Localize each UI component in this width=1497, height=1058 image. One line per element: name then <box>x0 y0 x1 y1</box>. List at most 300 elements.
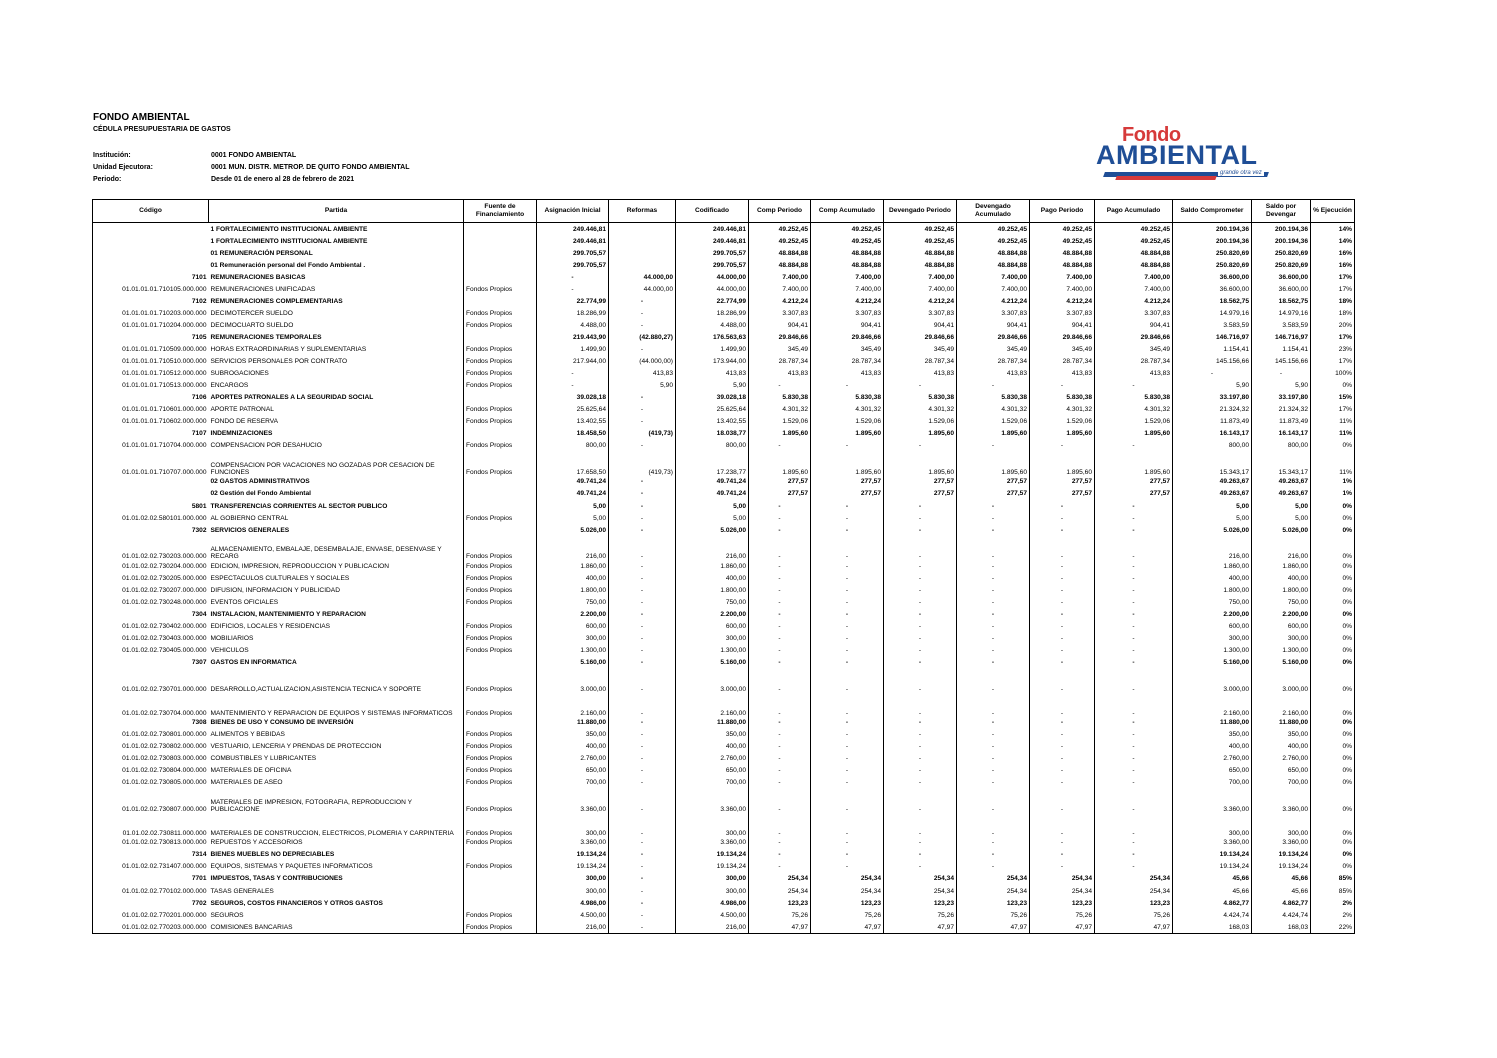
table-cell: 146.716,97 <box>1173 331 1252 343</box>
table-cell: - <box>811 524 884 536</box>
table-cell: 254,34 <box>749 873 811 885</box>
table-cell: - <box>609 921 676 934</box>
table-cell: 5,00 <box>1173 512 1252 524</box>
table-cell: 29.846,66 <box>1095 331 1173 343</box>
table-cell: 17% <box>1311 271 1355 283</box>
table-cell: 4.862,77 <box>1173 897 1252 909</box>
table-cell: 5,00 <box>1252 500 1311 512</box>
table-cell: 01 Remuneración personal del Fondo Ambiental . <box>209 259 464 271</box>
table-cell: 254,34 <box>1030 873 1095 885</box>
table-cell: - <box>884 560 957 572</box>
table-cell: 36.600,00 <box>1252 283 1311 295</box>
table-cell: 277,57 <box>811 476 884 488</box>
table-cell: 7304 <box>93 608 209 620</box>
table-cell: Fondos Propios <box>464 620 537 632</box>
table-cell: MOBILIARIOS <box>209 632 464 644</box>
table-cell: - <box>811 741 884 753</box>
table-cell: 299.705,57 <box>676 247 749 259</box>
table-cell: 48.884,88 <box>811 247 884 259</box>
table-cell: 01.01.02.02.730813.000.000 <box>93 837 209 849</box>
table-cell: 3.360,00 <box>1173 789 1252 813</box>
table-cell: - <box>957 741 1030 753</box>
table-cell: - <box>749 657 811 669</box>
table-cell: 7302 <box>93 524 209 536</box>
table-cell: 300,00 <box>537 873 609 885</box>
table-cell: 11.873,49 <box>1173 416 1252 428</box>
table-cell: 28.787,34 <box>1030 356 1095 368</box>
table-cell: 400,00 <box>1173 741 1252 753</box>
table-cell: 4.301,32 <box>1030 404 1095 416</box>
report-subtitle: CÉDULA PRESUPUESTARIA DE GASTOS <box>93 126 231 133</box>
table-cell: - <box>884 693 957 717</box>
table-cell: 0% <box>1311 777 1355 789</box>
table-cell: - <box>884 789 957 813</box>
table-cell: - <box>811 380 884 392</box>
table-cell: 25.625,64 <box>537 404 609 416</box>
table-cell: 249.446,81 <box>676 223 749 236</box>
period-value: Desde 01 de enero al 28 de febrero de 2021 <box>211 176 355 183</box>
table-cell: - <box>1095 813 1173 837</box>
table-cell: 1% <box>1311 488 1355 500</box>
table-cell: 49.252,45 <box>1030 235 1095 247</box>
table-cell: 4.500,00 <box>676 909 749 921</box>
table-cell: 19.134,24 <box>1173 849 1252 861</box>
table-cell: 750,00 <box>676 596 749 608</box>
table-cell: - <box>957 789 1030 813</box>
table-cell: - <box>1030 380 1095 392</box>
table-cell: 39.028,18 <box>537 392 609 404</box>
table-cell: - <box>1030 837 1095 849</box>
budget-table <box>92 199 1355 934</box>
table-cell: - <box>1030 596 1095 608</box>
table-cell: - <box>749 596 811 608</box>
table-cell: - <box>1030 500 1095 512</box>
table-cell: 01.01.01.01.710509.000.000 <box>93 343 209 355</box>
table-cell: - <box>1030 753 1095 765</box>
table-cell: - <box>884 849 957 861</box>
table-cell: 01.01.02.02.730207.000.000 <box>93 584 209 596</box>
table-cell: - <box>749 753 811 765</box>
table-cell: - <box>1030 861 1095 873</box>
table-cell: 01.01.01.01.710204.000.000 <box>93 319 209 331</box>
table-row <box>93 416 1355 428</box>
table-cell: 01.01.02.02.730402.000.000 <box>93 620 209 632</box>
table-cell: 17% <box>1311 356 1355 368</box>
table-cell: - <box>811 861 884 873</box>
table-cell: 1% <box>1311 476 1355 488</box>
table-cell: Fondos Propios <box>464 729 537 741</box>
column-header: Comp Acumulado <box>811 200 884 223</box>
table-cell: 1.529,06 <box>1030 416 1095 428</box>
table-cell: 5.830,38 <box>1030 392 1095 404</box>
table-cell <box>464 717 537 729</box>
column-header: Código <box>93 200 209 223</box>
table-cell: 0% <box>1311 789 1355 813</box>
table-cell: AL GOBIERNO CENTRAL <box>209 512 464 524</box>
table-cell: 249.446,81 <box>676 235 749 247</box>
table-cell: 4.862,77 <box>1252 897 1311 909</box>
table-cell: 200.194,36 <box>1252 223 1311 236</box>
table-cell: 29.846,66 <box>1030 331 1095 343</box>
table-cell: MANTENIMIENTO Y REPARACION DE EQUIPOS Y SISTEMAS INFORMATICOS <box>209 693 464 717</box>
table-cell: 5,00 <box>537 512 609 524</box>
table-cell: 3.583,59 <box>1173 319 1252 331</box>
table-cell <box>464 524 537 536</box>
table-cell: 2.760,00 <box>676 753 749 765</box>
table-cell: - <box>957 693 1030 717</box>
table-cell: - <box>957 440 1030 452</box>
table-cell: 5,90 <box>1173 380 1252 392</box>
table-cell: 216,00 <box>676 921 749 934</box>
table-cell: 1.300,00 <box>676 644 749 656</box>
table-cell: Fondos Propios <box>464 741 537 753</box>
table-cell: 800,00 <box>1173 440 1252 452</box>
table-cell: FONDO DE RESERVA <box>209 416 464 428</box>
table-cell: 0% <box>1311 620 1355 632</box>
table-cell: REPUESTOS Y ACCESORIOS <box>209 837 464 849</box>
table-cell: - <box>811 669 884 693</box>
table-cell: - <box>957 608 1030 620</box>
table-cell: - <box>957 560 1030 572</box>
table-cell: 700,00 <box>537 777 609 789</box>
table-cell: 01.01.02.02.770102.000.000 <box>93 885 209 897</box>
table-cell <box>609 235 676 247</box>
table-cell: 29.846,66 <box>957 331 1030 343</box>
table-cell: - <box>1095 753 1173 765</box>
table-cell: 75,26 <box>957 909 1030 921</box>
table-cell: 01.01.01.01.710602.000.000 <box>93 416 209 428</box>
table-cell: - <box>1095 608 1173 620</box>
table-cell: 1 FORTALECIMIENTO INSTITUCIONAL AMBIENTE <box>209 235 464 247</box>
table-header-row <box>93 200 1355 223</box>
table-cell: 650,00 <box>1173 765 1252 777</box>
column-header: Asignación Inicial <box>537 200 609 223</box>
table-cell: - <box>749 608 811 620</box>
table-cell: 299.705,57 <box>537 247 609 259</box>
table-cell: 1.800,00 <box>1173 584 1252 596</box>
table-cell: - <box>957 669 1030 693</box>
table-cell <box>464 295 537 307</box>
table-cell: 19.134,24 <box>537 861 609 873</box>
table-cell: - <box>884 717 957 729</box>
table-cell: - <box>1095 560 1173 572</box>
table-cell: - <box>1030 644 1095 656</box>
table-row <box>93 488 1355 500</box>
table-cell: MATERIALES DE IMPRESION, FOTOGRAFIA, REPRODUCCION Y PUBLICACIONE <box>209 789 464 813</box>
table-cell: - <box>811 596 884 608</box>
table-cell: - <box>609 584 676 596</box>
table-cell: COMPENSACION POR DESAHUCIO <box>209 440 464 452</box>
table-cell: 168,03 <box>1173 921 1252 934</box>
table-cell: 3.000,00 <box>1173 669 1252 693</box>
table-cell: 1.895,60 <box>884 428 957 440</box>
table-cell: 2.200,00 <box>1173 608 1252 620</box>
table-cell: 0% <box>1311 644 1355 656</box>
table-cell: - <box>811 584 884 596</box>
table-cell: 800,00 <box>676 440 749 452</box>
table-cell: - <box>884 741 957 753</box>
table-cell: - <box>1030 717 1095 729</box>
table-cell: 49.252,45 <box>811 235 884 247</box>
table-cell: - <box>811 657 884 669</box>
table-cell: 16% <box>1311 247 1355 259</box>
table-cell: - <box>884 524 957 536</box>
table-cell: 0% <box>1311 632 1355 644</box>
table-cell: - <box>1095 861 1173 873</box>
table-cell: - <box>957 524 1030 536</box>
table-cell: 39.028,18 <box>676 392 749 404</box>
table-cell: SEGUROS, COSTOS FINANCIEROS Y OTROS GASTOS <box>209 897 464 909</box>
table-cell: 216,00 <box>1252 536 1311 560</box>
table-row <box>93 428 1355 440</box>
table-cell: - <box>609 813 676 837</box>
institution-line <box>93 152 296 159</box>
table-cell: 11% <box>1311 452 1355 476</box>
table-cell: - <box>1095 729 1173 741</box>
report-title: FONDO AMBIENTAL <box>93 112 190 123</box>
table-cell: - <box>609 729 676 741</box>
table-cell: 7.400,00 <box>957 283 1030 295</box>
table-cell: 277,57 <box>884 476 957 488</box>
table-cell: 254,34 <box>957 873 1030 885</box>
table-cell: 0% <box>1311 861 1355 873</box>
table-row <box>93 837 1355 849</box>
table-cell: SERVICIOS PERSONALES POR CONTRATO <box>209 356 464 368</box>
unit-label: Unidad Ejecutora: <box>93 164 153 171</box>
table-cell: 01.01.02.02.730805.000.000 <box>93 777 209 789</box>
table-cell: 25.625,64 <box>676 404 749 416</box>
table-cell: - <box>749 620 811 632</box>
table-cell: 254,34 <box>884 873 957 885</box>
table-cell: 14.979,16 <box>1173 307 1252 319</box>
table-cell: - <box>1095 849 1173 861</box>
table-cell: 0% <box>1311 500 1355 512</box>
table-row <box>93 909 1355 921</box>
table-cell: - <box>609 741 676 753</box>
table-cell: 0% <box>1311 729 1355 741</box>
table-cell: (44.000,00) <box>609 356 676 368</box>
table-row <box>93 669 1355 693</box>
table-cell: - <box>1030 693 1095 717</box>
table-cell: 254,34 <box>957 885 1030 897</box>
table-cell: 75,26 <box>1095 909 1173 921</box>
table-cell: - <box>1095 644 1173 656</box>
table-cell: 0% <box>1311 572 1355 584</box>
table-cell: 21.324,32 <box>1252 404 1311 416</box>
table-cell: - <box>884 813 957 837</box>
table-cell: 28.787,34 <box>1095 356 1173 368</box>
table-cell: 400,00 <box>1173 572 1252 584</box>
table-cell: 1.154,41 <box>1252 343 1311 355</box>
table-cell: 01 REMUNERACIÓN PERSONAL <box>209 247 464 259</box>
table-cell <box>93 247 209 259</box>
table-cell: 7.400,00 <box>749 271 811 283</box>
table-cell: - <box>609 596 676 608</box>
table-cell: VEHICULOS <box>209 644 464 656</box>
table-cell: 4.301,32 <box>749 404 811 416</box>
logo-stripe-red <box>1115 176 1216 180</box>
table-cell: 413,83 <box>957 368 1030 380</box>
table-cell: 123,23 <box>811 897 884 909</box>
column-header: Pago Acumulado <box>1095 200 1173 223</box>
table-cell: 49.741,24 <box>537 488 609 500</box>
table-cell: - <box>884 620 957 632</box>
table-cell: 4.301,32 <box>811 404 884 416</box>
table-cell: - <box>609 512 676 524</box>
table-cell: 300,00 <box>1252 813 1311 837</box>
table-cell: 5,00 <box>676 500 749 512</box>
table-cell: 28.787,34 <box>884 356 957 368</box>
table-cell: - <box>811 608 884 620</box>
table-cell: 145.156,66 <box>1252 356 1311 368</box>
period-label: Periodo: <box>93 176 122 183</box>
table-cell: 3.360,00 <box>1173 837 1252 849</box>
column-header: Devengado Periodo <box>884 200 957 223</box>
table-cell: - <box>957 596 1030 608</box>
table-cell: 400,00 <box>537 572 609 584</box>
table-cell: - <box>609 717 676 729</box>
table-cell: - <box>1030 572 1095 584</box>
table-cell: BIENES MUEBLES NO DEPRECIABLES <box>209 849 464 861</box>
table-cell: 7.400,00 <box>749 283 811 295</box>
table-cell: 17% <box>1311 283 1355 295</box>
table-cell: - <box>811 789 884 813</box>
table-cell: - <box>537 368 609 380</box>
table-cell: 01.01.02.02.730701.000.000 <box>93 669 209 693</box>
table-cell: - <box>811 644 884 656</box>
table-cell: - <box>537 271 609 283</box>
table-cell: 254,34 <box>749 885 811 897</box>
table-cell: 4.212,24 <box>749 295 811 307</box>
table-cell <box>464 392 537 404</box>
table-cell: - <box>884 644 957 656</box>
table-cell <box>464 849 537 861</box>
table-cell: 0% <box>1311 693 1355 717</box>
table-cell: 18.562,75 <box>1252 295 1311 307</box>
table-cell: 7.400,00 <box>811 283 884 295</box>
table-cell: 2.160,00 <box>676 693 749 717</box>
table-row <box>93 247 1355 259</box>
table-cell: 2.160,00 <box>537 693 609 717</box>
table-row <box>93 404 1355 416</box>
table-cell: Fondos Propios <box>464 753 537 765</box>
table-cell: - <box>609 632 676 644</box>
logo-line1: Fondo <box>1122 124 1181 146</box>
table-cell: 11.880,00 <box>676 717 749 729</box>
table-cell: 600,00 <box>676 620 749 632</box>
table-cell: 85% <box>1311 885 1355 897</box>
table-row <box>93 632 1355 644</box>
table-cell <box>464 259 537 271</box>
table-cell: - <box>1030 620 1095 632</box>
table-cell: 49.741,24 <box>676 488 749 500</box>
table-cell: 904,41 <box>884 319 957 331</box>
table-cell: - <box>749 644 811 656</box>
table-cell <box>93 476 209 488</box>
table-cell: Fondos Propios <box>464 789 537 813</box>
table-cell: 4.212,24 <box>1030 295 1095 307</box>
column-header: Comp Periodo <box>749 200 811 223</box>
table-cell: 1.800,00 <box>1252 584 1311 596</box>
table-cell: - <box>609 669 676 693</box>
table-cell: 350,00 <box>676 729 749 741</box>
table-cell: - <box>609 404 676 416</box>
table-cell: Fondos Propios <box>464 416 537 428</box>
table-cell: 49.252,45 <box>1030 223 1095 236</box>
table-cell: 277,57 <box>749 476 811 488</box>
table-cell: 47,97 <box>1095 921 1173 934</box>
table-cell: - <box>1095 524 1173 536</box>
table-cell: 700,00 <box>676 777 749 789</box>
table-cell: 48.884,88 <box>884 259 957 271</box>
table-cell: 75,26 <box>811 909 884 921</box>
table-cell: 0% <box>1311 813 1355 837</box>
table-cell: 02 Gestión del Fondo Ambiental <box>209 488 464 500</box>
table-cell: - <box>884 657 957 669</box>
table-cell: 413,83 <box>884 368 957 380</box>
table-cell: 22% <box>1311 921 1355 934</box>
table-cell: 16.143,17 <box>1252 428 1311 440</box>
table-cell: - <box>811 512 884 524</box>
period-line <box>93 176 354 183</box>
table-cell: 01.01.02.02.730801.000.000 <box>93 729 209 741</box>
table-row <box>93 380 1355 392</box>
table-cell: 01.01.01.01.710513.000.000 <box>93 380 209 392</box>
table-cell: 21.324,32 <box>1173 404 1252 416</box>
table-cell: DECIMOTERCER SUELDO <box>209 307 464 319</box>
table-cell: - <box>609 416 676 428</box>
unit-value: 0001 MUN. DISTR. METROP. DE QUITO FONDO AMBIENTAL <box>211 164 410 171</box>
column-header: Devengado Acumulado <box>957 200 1030 223</box>
table-cell: 3.360,00 <box>1252 837 1311 849</box>
table-cell: 01.01.01.01.710510.000.000 <box>93 356 209 368</box>
table-cell: - <box>957 753 1030 765</box>
table-row <box>93 777 1355 789</box>
table-cell: - <box>1030 777 1095 789</box>
table-cell: 20% <box>1311 319 1355 331</box>
table-cell: - <box>957 632 1030 644</box>
table-cell <box>93 223 209 236</box>
table-cell: 650,00 <box>537 765 609 777</box>
table-cell: Fondos Propios <box>464 512 537 524</box>
table-cell: Fondos Propios <box>464 644 537 656</box>
table-cell: 300,00 <box>676 885 749 897</box>
table-cell <box>464 223 537 236</box>
table-cell: - <box>609 873 676 885</box>
table-cell: 7308 <box>93 717 209 729</box>
table-row <box>93 861 1355 873</box>
table-cell: 277,57 <box>957 476 1030 488</box>
table-row <box>93 500 1355 512</box>
table-cell: - <box>811 693 884 717</box>
table-row <box>93 897 1355 909</box>
table-cell: - <box>884 753 957 765</box>
table-cell: 18.286,99 <box>676 307 749 319</box>
table-cell: 750,00 <box>1252 596 1311 608</box>
table-cell: - <box>957 777 1030 789</box>
table-cell: 0% <box>1311 837 1355 849</box>
table-cell: - <box>609 392 676 404</box>
table-cell: - <box>884 512 957 524</box>
table-cell: 13.402,55 <box>676 416 749 428</box>
table-cell <box>464 873 537 885</box>
table-cell: 49.252,45 <box>749 223 811 236</box>
table-row <box>93 259 1355 271</box>
table-cell: EVENTOS OFICIALES <box>209 596 464 608</box>
table-cell: 18.038,77 <box>676 428 749 440</box>
table-cell: 17.238,77 <box>676 452 749 476</box>
table-cell: ALMACENAMIENTO, EMBALAJE, DESEMBALAJE, ENVASE, DESENVASE Y RECARG <box>209 536 464 560</box>
